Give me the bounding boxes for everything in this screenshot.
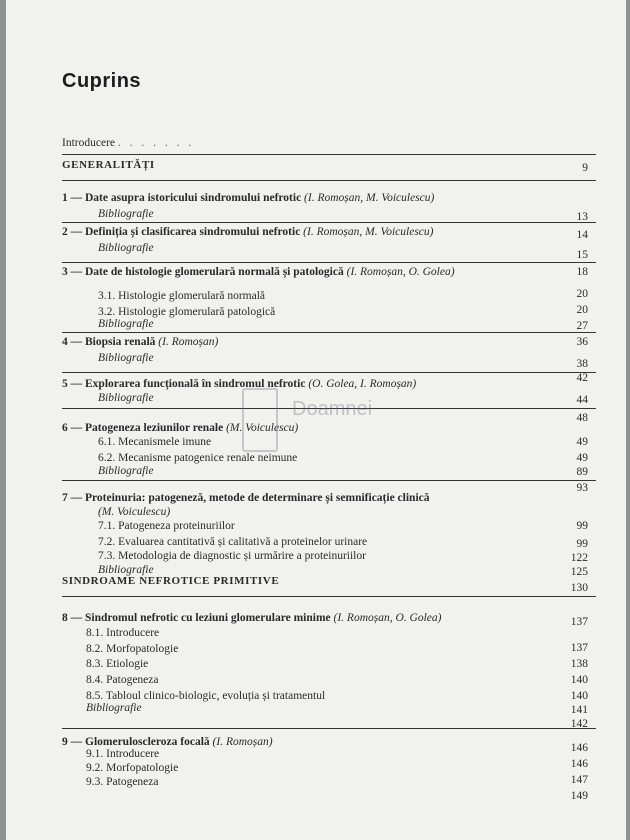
toc-subsection: 7.2. Evaluarea cantitativă și calitativă a proteinelor urinare — [98, 536, 368, 548]
page-number: 137 — [570, 642, 588, 654]
section-heading-sindroame: SINDROAME NEFROTICE PRIMITIVE — [62, 575, 280, 587]
divider — [62, 480, 596, 481]
toc-subsection: 7.1. Patogeneza proteinuriilor — [98, 520, 235, 532]
divider — [62, 154, 596, 155]
toc-chapter-3 — [62, 266, 455, 278]
page-number: 141 — [570, 704, 588, 716]
toc-bibliografie: Bibliografie — [98, 564, 154, 576]
page-number: 49 — [576, 452, 588, 464]
page-number: 27 — [576, 320, 588, 332]
toc-authors: (O. Golea, I. Romoșan) — [308, 378, 417, 390]
toc-subsection: 9.1. Introducere — [86, 748, 160, 760]
toc-authors: (I. Romoșan) — [158, 336, 219, 348]
toc-bibliografie: Bibliografie — [98, 318, 154, 330]
toc-authors: (I. Romoșan, O. Golea) — [346, 266, 455, 278]
toc-subsection: 7.3. Metodologia de diagnostic și urmărire a proteinuriilor — [98, 550, 366, 562]
toc-label: Introducere — [62, 137, 115, 149]
divider — [62, 180, 596, 181]
page-number: 99 — [576, 520, 588, 532]
toc-subsection: 8.3. Etiologie — [86, 658, 149, 670]
book-page — [6, 0, 626, 840]
toc-chapter-8 — [62, 612, 441, 624]
page-number: 38 — [576, 358, 588, 370]
page-number: 146 — [570, 758, 588, 770]
toc-label: 2 — Definiția și clasificarea sindromului nefrotic — [62, 226, 301, 238]
toc-label: 3 — Date de histologie glomerulară normală și patologică — [62, 266, 344, 278]
page-number: 14 — [576, 229, 588, 241]
toc-label: 9 — Glomeruloscleroza focală — [62, 736, 210, 748]
toc-bibliografie: Bibliografie — [98, 242, 154, 254]
toc-subsection: 8.4. Patogeneza — [86, 674, 159, 686]
toc-label: 1 — Date asupra istoricului sindromului nefrotic — [62, 192, 302, 204]
page-number: 15 — [576, 249, 588, 261]
page-number: 42 — [576, 372, 588, 384]
divider — [62, 262, 596, 263]
toc-bibliografie: Bibliografie — [98, 352, 154, 364]
toc-subsection: 9.2. Morfopatologie — [86, 762, 179, 774]
toc-chapter-4 — [62, 336, 218, 348]
page-number: 48 — [576, 412, 588, 424]
divider — [62, 596, 596, 597]
page-number: 20 — [576, 304, 588, 316]
toc-subsection: 6.1. Mecanismele imune — [98, 436, 212, 448]
toc-chapter-9 — [62, 736, 273, 748]
toc-subsection: 8.2. Morfopatologie — [86, 643, 179, 655]
page-number: 140 — [570, 690, 588, 702]
page-number: 146 — [570, 742, 588, 754]
leader-dots: . . . . . . . — [117, 137, 195, 149]
divider — [62, 332, 596, 333]
watermark-text: Doamnei — [292, 398, 373, 420]
toc-chapter-2 — [62, 226, 433, 238]
toc-authors: (I. Romoșan) — [212, 736, 273, 748]
divider — [62, 222, 596, 223]
page-number: 140 — [570, 674, 588, 686]
toc-subsection: 9.3. Patogeneza — [86, 776, 159, 788]
toc-subsection: 6.2. Mecanisme patogenice renale neimune — [98, 452, 298, 464]
toc-authors: (I. Romoșan, M. Voiculescu) — [304, 192, 435, 204]
page-number: 20 — [576, 288, 588, 300]
page-number: 99 — [576, 538, 588, 550]
page-number: 13 — [576, 211, 588, 223]
toc-bibliografie: Bibliografie — [98, 465, 154, 477]
page-number: 125 — [570, 566, 588, 578]
page-number: 137 — [570, 616, 588, 628]
toc-bibliografie: Bibliografie — [98, 392, 154, 404]
toc-entry-introducere — [62, 137, 194, 149]
page-number: 138 — [570, 658, 588, 670]
toc-label: 5 — Explorarea funcțională în sindromul nefrotic — [62, 378, 306, 390]
toc-bibliografie: Bibliografie — [98, 208, 154, 220]
page-number: 93 — [576, 482, 588, 494]
toc-chapter-1 — [62, 192, 434, 204]
page-number: 122 — [570, 552, 588, 564]
page-number: 49 — [576, 436, 588, 448]
toc-label: 6 — Patogeneza leziunilor renale — [62, 422, 224, 434]
page-number: 142 — [570, 718, 588, 730]
toc-chapter-7: 7 — Proteinuria: patogeneză, metode de determinare și semnificație clinică — [62, 492, 430, 504]
toc-subsection: 8.1. Introducere — [86, 627, 160, 639]
toc-authors: (I. Romoșan, M. Voiculescu) — [303, 226, 434, 238]
toc-label: 8 — Sindromul nefrotic cu leziuni glomerulare minime — [62, 612, 331, 624]
page-number: 149 — [570, 790, 588, 802]
page-number: 44 — [576, 394, 588, 406]
toc-subsection: 3.2. Histologie glomerulară patologică — [98, 306, 276, 318]
toc-authors: (M. Voiculescu) — [226, 422, 299, 434]
page-number: 36 — [576, 336, 588, 348]
page-number: 18 — [576, 266, 588, 278]
toc-authors: (I. Romoșan, O. Golea) — [333, 612, 442, 624]
divider — [62, 728, 596, 729]
watermark — [242, 384, 392, 454]
toc-label: 4 — Biopsia renală — [62, 336, 156, 348]
page-title: Cuprins — [62, 70, 142, 92]
page-number: 89 — [576, 466, 588, 478]
page-number: 147 — [570, 774, 588, 786]
divider — [62, 372, 596, 373]
toc-subsection: 8.5. Tabloul clinico-biologic, evoluția și tratamentul — [86, 690, 326, 702]
section-heading-generalitati: GENERALITĂȚI — [62, 159, 155, 171]
page-number: 9 — [582, 162, 588, 174]
page-number: 130 — [570, 582, 588, 594]
watermark-logo — [242, 388, 278, 452]
toc-bibliografie: Bibliografie — [86, 702, 142, 714]
toc-authors: (M. Voiculescu) — [98, 506, 171, 518]
toc-subsection: 3.1. Histologie glomerulară normală — [98, 290, 266, 302]
